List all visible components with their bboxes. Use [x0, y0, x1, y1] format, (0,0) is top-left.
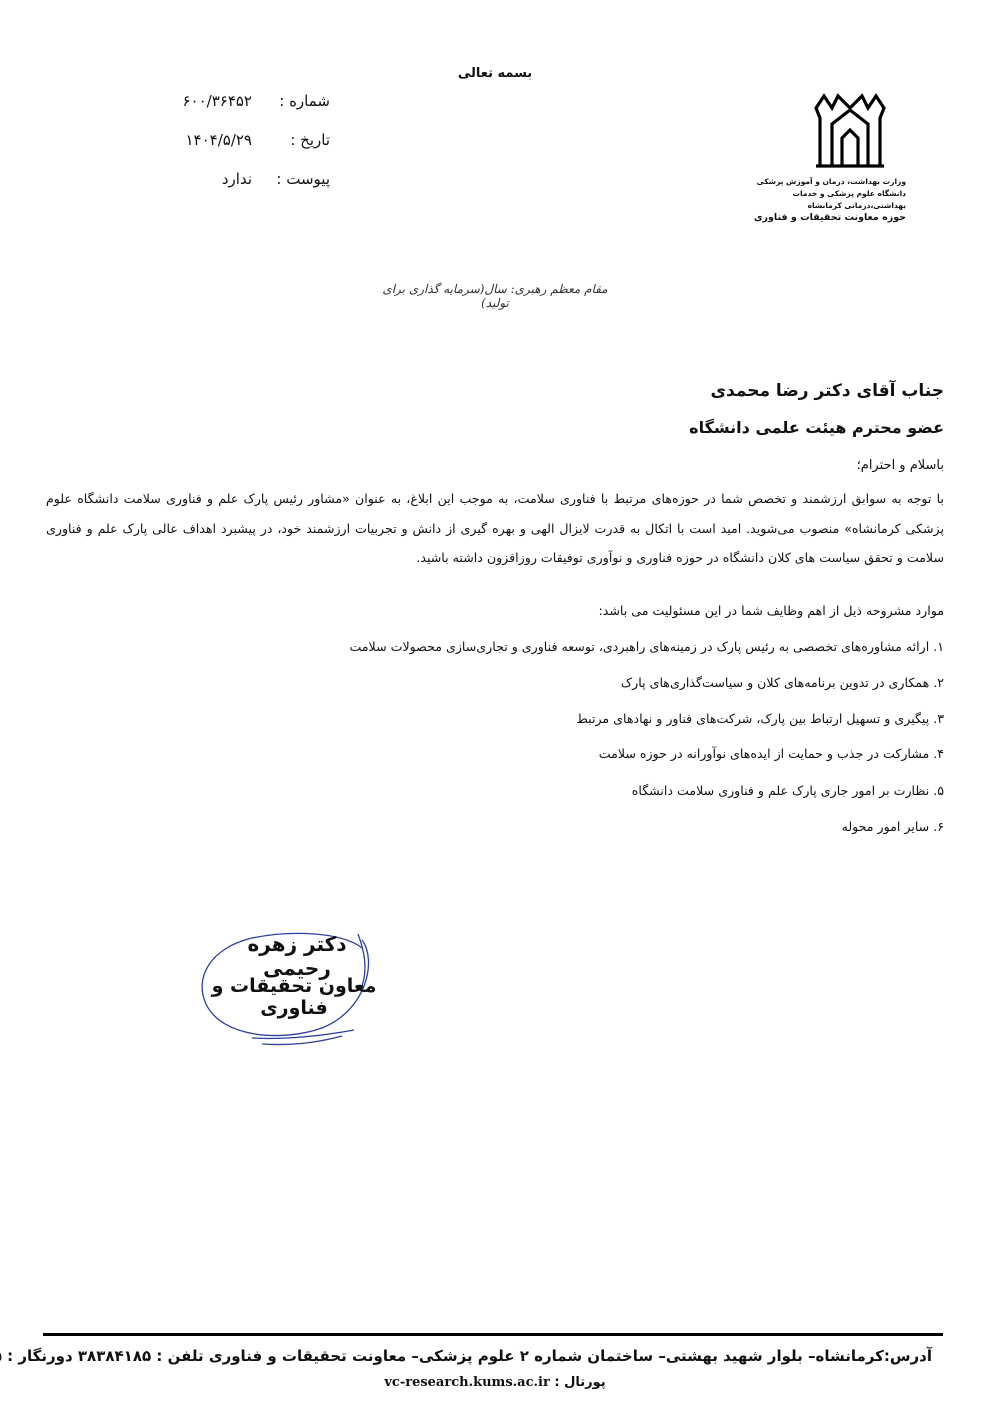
number-value: ۶۰۰/۳۶۴۵۲ [182, 92, 252, 110]
bismillah-heading: بسمه تعالی [457, 66, 533, 81]
greeting: باسلام و احترام؛ [856, 458, 944, 473]
university-logo-icon [814, 88, 886, 168]
duties-intro: موارد مشروحه ذیل از اهم وظایف شما در این مسئولیت می باشد: [598, 603, 944, 618]
signatory-name: دکتر زهره رحیمی [247, 932, 347, 980]
letter-body: با توجه به سوابق ارزشمند و تخصص شما در حوزه‌های مرتبط با فناوری سلامت، به موجب این ابلاغ، به عنوان «مشاور رئیس پارک علم و فناوری سلامت دانشگاه علوم پزشکی کرمانشاه» منصوب می‌شوید. امید است با اتکال به قدرت لایزال الهی و بهره گیری از دانش و تجربیات ارزشمند خود، در پیشبرد اهداف عالی پارک علم و فناوری سلامت و تحقق سیاست های کلان دانشگاه در حوزه فناوری و نوآوری توفیقات روزافزون داشته باشید. [46, 491, 944, 565]
duty-item: ۶. سایر امور محوله [841, 819, 944, 834]
footer-portal [330, 1375, 660, 1390]
number-label: شماره : [279, 92, 330, 110]
logo-line-university: دانشگاه علوم پزشکی و خدمات بهداشتی،درمانی کرمانشاه [792, 189, 906, 210]
footer-address: آدرس:کرمانشاه– بلوار شهید بهشتی– ساختمان شماره ۲ علوم پزشکی– معاونت تحقیقات و فناوری تلفن : ۳۸۳۸۴۱۸۵ دورنگار : [7, 1347, 932, 1365]
portal-url[interactable]: vc-research.kums.ac.ir [384, 1375, 550, 1390]
logo-caption [736, 176, 906, 224]
duty-item: ۳. پیگیری و تسهیل ارتباط بین پارک، شرکت‌های فناور و نهادهای مرتبط [576, 711, 944, 726]
letter-date-row [160, 131, 330, 155]
duty-item: ۵. نظارت بر امور جاری پارک علم و فناوری سلامت دانشگاه [631, 783, 944, 798]
attachment-label: پیوست : [276, 170, 330, 188]
date-value: ۱۴۰۴/۵/۲۹ [185, 131, 252, 149]
logo-line-department: حوزه معاونت تحقیقات و فناوری [753, 212, 906, 223]
logo-line-ministry: وزارت بهداشت، درمان و آموزش پزشکی [756, 177, 906, 186]
date-label: تاریخ : [290, 131, 330, 149]
footer-divider [43, 1333, 943, 1336]
recipient-position: عضو محترم هیئت علمی دانشگاه [689, 418, 944, 437]
duty-item: ۲. همکاری در تدوین برنامه‌های کلان و سیاست‌گذاری‌های پارک [620, 675, 944, 690]
duty-item: ۴. مشارکت در جذب و حمایت از ایده‌های نوآورانه در حوزه سلامت [598, 746, 944, 761]
duty-item: ۱. ارائه مشاوره‌های تخصصی به رئیس پارک در زمینه‌های راهبردی، توسعه فناوری و تجاری‌سازی محصولات سلامت [349, 639, 944, 654]
letter-attachment-row [160, 170, 330, 194]
portal-label: پورتال : [554, 1375, 606, 1390]
attachment-value: ندارد [221, 170, 252, 188]
signatory-title: معاون تحقیقات و فناوری [211, 975, 377, 1019]
letter-number-row [160, 92, 330, 116]
recipient-name: جناب آقای دکتر رضا محمدی [710, 381, 944, 401]
year-slogan: مقام معظم رهبری: سال(سرمایه گذاری برای تولید) [382, 282, 608, 310]
